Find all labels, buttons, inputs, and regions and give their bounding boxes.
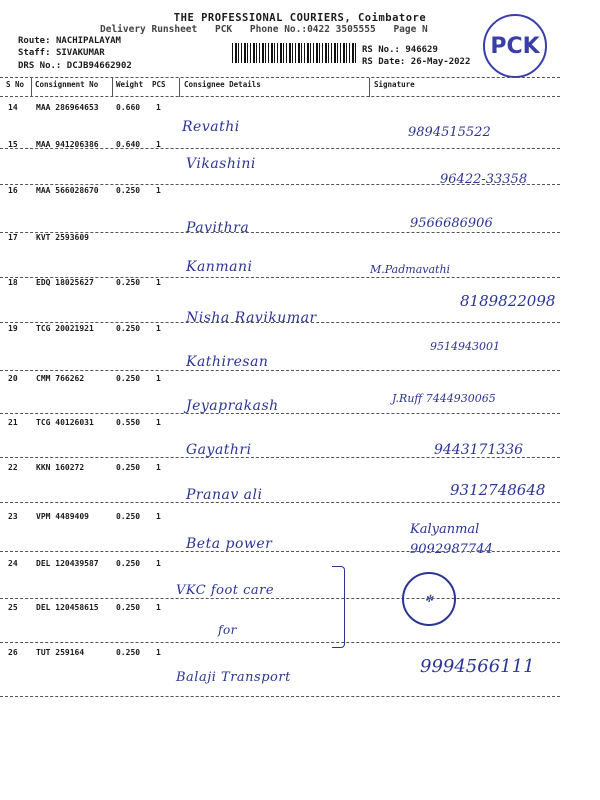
row-weight: 0.550 <box>116 418 141 427</box>
row-signature: 9566686906 <box>410 216 493 231</box>
row-pcs: 1 <box>156 278 161 287</box>
row-consignee: Vikashini <box>186 156 256 172</box>
phone-number: Phone No.:0422 3505555 <box>249 24 376 35</box>
col-signature: Signature <box>374 80 415 89</box>
col-weight: Weight <box>116 80 144 89</box>
row-sno: 26 <box>8 648 18 657</box>
row-consignment: EDQ 18025627 <box>36 278 94 287</box>
col-consignee: Consignee Details <box>184 80 261 89</box>
row-pcs: 1 <box>156 648 161 657</box>
row-consignee: Kanmani <box>186 259 253 275</box>
row-consignee: Gayathri <box>186 442 252 458</box>
runsheet-subtitle <box>100 24 440 35</box>
header-top-rule <box>0 77 560 78</box>
row-weight: 0.640 <box>116 140 141 149</box>
route-line: Route: NACHIPALAYAM <box>18 36 121 46</box>
row-sno: 19 <box>8 324 18 333</box>
runsheet-label: Delivery Runsheet <box>100 24 198 35</box>
row-consignee: Jeyaprakash <box>186 398 279 414</box>
row-consignment: MAA 286964653 <box>36 103 99 112</box>
row-rule <box>0 696 560 697</box>
table-row <box>0 457 560 509</box>
row-consignment: MAA 941206386 <box>36 140 99 149</box>
row-weight: 0.660 <box>116 103 141 112</box>
row-pcs: 1 <box>156 186 161 195</box>
staff-value: SIVAKUMAR <box>55 48 105 58</box>
row-pcs: 1 <box>156 512 161 521</box>
column-divider <box>369 78 370 97</box>
column-divider <box>179 78 180 97</box>
route-value: NACHIPALAYAM <box>55 36 121 46</box>
round-seal: ✻ <box>402 572 456 626</box>
row-consignment: VPM 4489409 <box>36 512 89 521</box>
row-pcs: 1 <box>156 603 161 612</box>
row-signature: Kalyanmal 9092987744 <box>410 522 493 557</box>
rs-date-value: 26-May-2022 <box>410 57 471 67</box>
row-signature: 9894515522 <box>408 125 491 140</box>
row-pcs: 1 <box>156 463 161 472</box>
row-weight: 0.250 <box>116 186 141 195</box>
rs-no-line: RS No.: 946629 <box>362 45 438 55</box>
row-signature: 9443171336 <box>434 442 524 458</box>
row-pcs: 1 <box>156 559 161 568</box>
row-weight: 0.250 <box>116 648 141 657</box>
row-signature: 96422-33358 <box>440 172 528 187</box>
row-consignment: KVT 2593609 <box>36 233 89 242</box>
column-divider <box>112 78 113 97</box>
runsheet-code: PCK <box>214 24 233 35</box>
row-consignee: Revathi <box>182 119 240 135</box>
row-signature: 9312748648 <box>450 481 546 499</box>
barcode <box>232 43 356 63</box>
row-consignment: MAA 566028670 <box>36 186 99 195</box>
courier-title: THE PROFESSIONAL COURIERS, Coimbatore <box>173 12 427 24</box>
col-pcs: PCS <box>152 80 166 89</box>
drs-value: DCJB94662902 <box>66 61 132 71</box>
table-row <box>0 506 560 558</box>
table-row <box>0 318 560 370</box>
row-consignee: for <box>218 623 237 637</box>
rs-date-line: RS Date: 26-May-2022 <box>362 57 471 67</box>
row-rule <box>0 551 560 552</box>
table-row <box>0 180 560 236</box>
row-consignee: VKC foot care <box>176 583 275 598</box>
row-pcs: 1 <box>156 140 161 149</box>
staff-line: Staff: SIVAKUMAR <box>18 48 105 58</box>
table-row <box>0 272 560 324</box>
row-weight: 0.250 <box>116 559 141 568</box>
column-divider <box>31 78 32 97</box>
row-consignee: Nisha Ravikumar <box>186 310 317 326</box>
row-sno: 14 <box>8 103 18 112</box>
row-consignee: Pranav ali <box>186 487 263 503</box>
row-pcs: 1 <box>156 324 161 333</box>
drs-line: DRS No.: DCJB94662902 <box>18 61 132 71</box>
row-sno: 20 <box>8 374 18 383</box>
row-consignment: KKN 160272 <box>36 463 85 472</box>
row-signature: J.Ruff 7444930065 <box>392 392 496 405</box>
row-consignment: CMM 766262 <box>36 374 85 383</box>
row-sno: 21 <box>8 418 18 427</box>
row-weight: 0.250 <box>116 512 141 521</box>
row-weight: 0.250 <box>116 603 141 612</box>
row-signature: 9514943001 <box>430 340 500 353</box>
row-sno: 16 <box>8 186 18 195</box>
row-sno: 18 <box>8 278 18 287</box>
row-weight: 0.250 <box>116 463 141 472</box>
row-weight: 0.250 <box>116 278 141 287</box>
row-sno: 17 <box>8 233 18 242</box>
row-consignment: DEL 120439587 <box>36 559 99 568</box>
table-row <box>0 642 560 694</box>
row-rule <box>0 502 560 503</box>
row-weight: 0.250 <box>116 324 141 333</box>
rs-no-value: 946629 <box>405 45 438 55</box>
table-row <box>0 134 560 186</box>
row-consignee: Balaji Transport <box>176 670 291 685</box>
row-consignment: TUT 259164 <box>36 648 85 657</box>
row-signature: 8189822098 <box>460 292 556 310</box>
row-weight: 0.250 <box>116 374 141 383</box>
row-consignment: DEL 120458615 <box>36 603 99 612</box>
row-signature: 9994566111 <box>420 656 535 677</box>
row-consignee: Pavithra <box>186 220 250 236</box>
row-sno: 15 <box>8 140 18 149</box>
row-sno: 25 <box>8 603 18 612</box>
row-consignment: TCG 40126031 <box>36 418 94 427</box>
row-consignment: TCG 20021921 <box>36 324 94 333</box>
col-consignment: Consignment No <box>35 80 99 89</box>
row-sno: 24 <box>8 559 18 568</box>
row-pcs: 1 <box>156 103 161 112</box>
row-consignee: Kathiresan <box>186 354 269 370</box>
page-number: Page N <box>393 24 428 35</box>
row-signature: M.Padmavathi <box>370 263 451 276</box>
row-sno: 22 <box>8 463 18 472</box>
col-sno: S No <box>6 80 25 89</box>
row-consignee: Beta power <box>186 536 273 552</box>
row-pcs: 1 <box>156 374 161 383</box>
handwritten-bracket <box>332 566 345 648</box>
row-sno: 23 <box>8 512 18 521</box>
row-pcs: 1 <box>156 418 161 427</box>
pck-stamp: PCK <box>483 14 547 78</box>
